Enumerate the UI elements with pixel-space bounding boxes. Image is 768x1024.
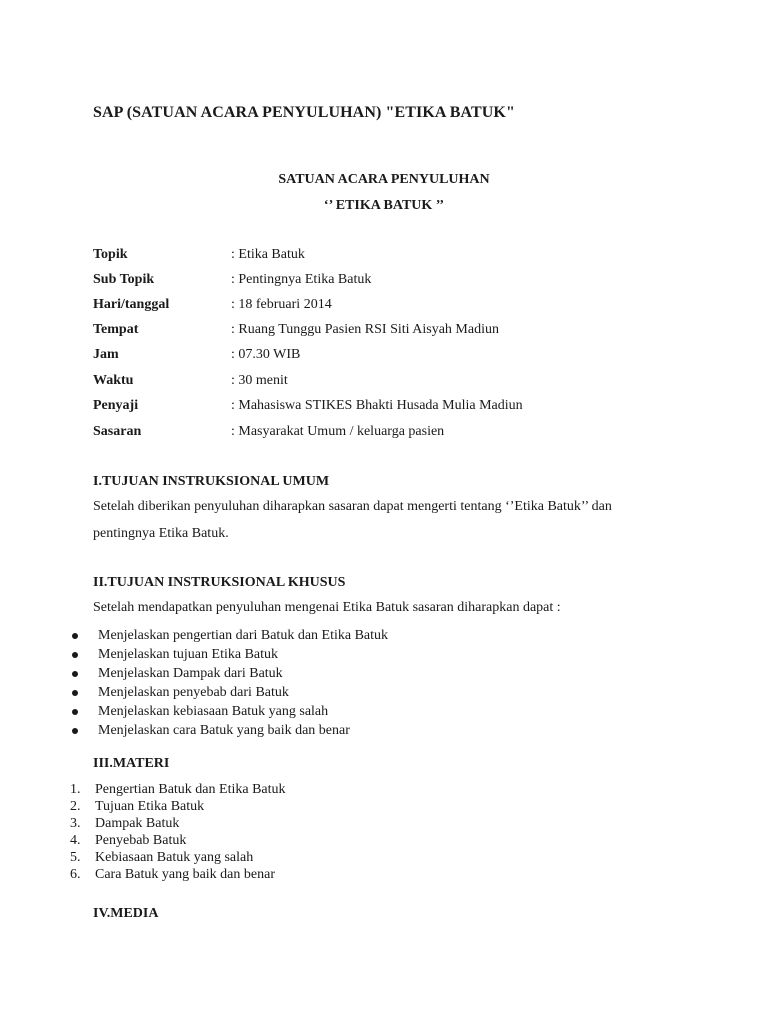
info-row-tempat xyxy=(93,322,693,342)
list-number: 6. xyxy=(70,867,81,882)
list-item xyxy=(0,815,700,832)
center-subtitle: ‘’ ETIKA BATUK ’’ xyxy=(323,198,445,213)
list-item xyxy=(0,798,700,815)
list-item-text: Cara Batuk yang baik dan benar xyxy=(95,867,275,882)
list-item-text: Kebiasaan Batuk yang salah xyxy=(95,850,254,865)
info-label: Sasaran xyxy=(93,424,142,439)
info-row-sasaran xyxy=(93,424,693,444)
list-item-text: Menjelaskan penyebab dari Batuk xyxy=(98,685,289,700)
list-item xyxy=(0,664,700,683)
info-value: : Ruang Tunggu Pasien RSI Siti Aisyah Madiun xyxy=(231,322,499,337)
list-item-text: Menjelaskan pengertian dari Batuk dan Etika Batuk xyxy=(98,628,389,643)
list-item-text: Menjelaskan kebiasaan Batuk yang salah xyxy=(98,704,329,719)
info-row-topik xyxy=(93,247,693,267)
info-row-penyaji xyxy=(93,398,693,418)
list-number: 1. xyxy=(70,782,81,797)
list-number: 3. xyxy=(70,816,81,831)
bullet-icon xyxy=(72,671,78,677)
list-item-text: Tujuan Etika Batuk xyxy=(95,799,205,814)
list-item xyxy=(0,626,700,645)
info-label: Sub Topik xyxy=(93,272,155,287)
numbered-list xyxy=(0,781,700,883)
section-heading-media: IV.MEDIA xyxy=(93,906,159,921)
info-value: : 07.30 WIB xyxy=(231,347,301,362)
section-heading-tujuan-khusus: II.TUJUAN INSTRUKSIONAL KHUSUS xyxy=(93,575,346,590)
info-label: Waktu xyxy=(93,373,134,388)
list-item-text: Menjelaskan tujuan Etika Batuk xyxy=(98,647,279,662)
center-title: SATUAN ACARA PENYULUHAN xyxy=(278,172,490,187)
list-item xyxy=(0,721,700,740)
info-value: : Mahasiswa STIKES Bhakti Husada Mulia Madiun xyxy=(231,398,523,413)
list-item xyxy=(0,702,700,721)
info-row-waktu xyxy=(93,373,693,393)
info-label: Hari/tanggal xyxy=(93,297,170,312)
list-item xyxy=(0,866,700,883)
info-value: : 18 februari 2014 xyxy=(231,297,332,312)
info-value: : 30 menit xyxy=(231,373,288,388)
list-item xyxy=(0,683,700,702)
list-item xyxy=(0,849,700,866)
info-row-sub-topik xyxy=(93,272,693,292)
bullet-icon xyxy=(72,709,78,715)
list-item xyxy=(0,645,700,664)
info-row-jam xyxy=(93,347,693,367)
bullet-icon xyxy=(72,728,78,734)
paragraph-line: Setelah diberikan penyuluhan diharapkan sasaran dapat mengerti tentang ‘’Etika Batuk’’ dan xyxy=(93,499,612,514)
info-value: : Etika Batuk xyxy=(231,247,305,262)
paragraph-line: pentingnya Etika Batuk. xyxy=(93,526,229,541)
info-label: Tempat xyxy=(93,322,139,337)
info-label: Jam xyxy=(93,347,119,362)
list-number: 2. xyxy=(70,799,81,814)
section-heading-tujuan-umum: I.TUJUAN INSTRUKSIONAL UMUM xyxy=(93,474,330,489)
list-item xyxy=(0,832,700,849)
list-item xyxy=(0,781,700,798)
bullet-icon xyxy=(72,633,78,639)
list-number: 5. xyxy=(70,850,81,865)
list-number: 4. xyxy=(70,833,81,848)
bullet-list xyxy=(0,626,700,740)
info-row-hari-tanggal xyxy=(93,297,693,317)
list-item-text: Menjelaskan cara Batuk yang baik dan benar xyxy=(98,723,350,738)
document-title: SAP (SATUAN ACARA PENYULUHAN) "ETIKA BATUK" xyxy=(93,104,515,121)
list-item-text: Menjelaskan Dampak dari Batuk xyxy=(98,666,283,681)
section-heading-materi: III.MATERI xyxy=(93,756,170,771)
bullet-icon xyxy=(72,652,78,658)
paragraph-intro: Setelah mendapatkan penyuluhan mengenai Etika Batuk sasaran diharapkan dapat : xyxy=(93,600,561,615)
list-item-text: Penyebab Batuk xyxy=(95,833,187,848)
list-item-text: Pengertian Batuk dan Etika Batuk xyxy=(95,782,286,797)
info-label: Topik xyxy=(93,247,128,262)
info-label: Penyaji xyxy=(93,398,139,413)
bullet-icon xyxy=(72,690,78,696)
info-value: : Masyarakat Umum / keluarga pasien xyxy=(231,424,445,439)
info-value: : Pentingnya Etika Batuk xyxy=(231,272,372,287)
list-item-text: Dampak Batuk xyxy=(95,816,180,831)
